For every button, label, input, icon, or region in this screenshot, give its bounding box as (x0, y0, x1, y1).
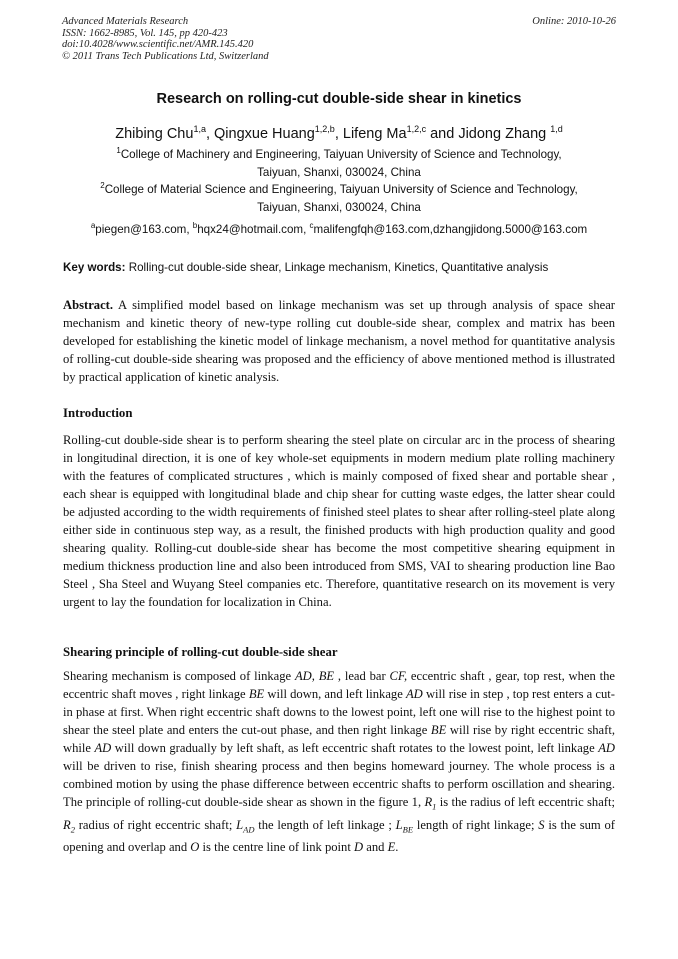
author-sep: and (426, 125, 459, 142)
shearing-text-segment: BE (402, 824, 414, 835)
shearing-text-segment: AD (598, 741, 615, 755)
shearing-text-segment: O (190, 840, 200, 855)
affiliation-line: Taiyuan, Shanxi, 030024, China (257, 200, 421, 214)
shearing-text-segment: eccentric shaft , gear, top rest, when the eccentric shaft moves , right linkage (63, 669, 615, 701)
paper-title: Research on rolling-cut double-side shear in kinetics (156, 91, 522, 107)
author-name: Zhibing Chu (115, 125, 194, 142)
shearing-text-segment: will down, and left linkage (264, 687, 406, 701)
shearing-text-segment: is the sum of opening and overlap and (63, 817, 615, 855)
author-sup: 1,d (550, 124, 563, 134)
author-name: Qingxue Huang (214, 125, 315, 142)
shearing-text-segment: L (236, 817, 244, 832)
abstract-label: Abstract. (63, 298, 114, 312)
journal-header (62, 16, 622, 62)
shearing-text-segment: R (424, 795, 433, 809)
keywords-label: Key words: (63, 261, 126, 274)
author-sep: , (334, 125, 343, 142)
author-name: Jidong Zhang (458, 125, 551, 142)
author-list (0, 124, 678, 142)
email: hqx24@hotmail.com, (197, 222, 310, 236)
abstract-text: A simplified model based on linkage mechanism was set up through analysis of space shear mechanism and kinetic theory of new-type rolling cut double-side shear, complex and matrix has been developed for establishing the kinetic model of linkage mechanism, a novel method for quantitative analysis of rolling-cut double-side shearing was proposed and the efficiency of above mentioned method is illustrated by practical application of kinetic analysis. (63, 298, 615, 384)
shearing-text-segment: is the radius of left eccentric shaft; (436, 795, 615, 809)
email-sup: c (309, 221, 314, 230)
doi: doi:10.4028/www.scientific.net/AMR.145.420 (62, 39, 254, 50)
shearing-text-segment: 1 (432, 801, 437, 812)
shearing-heading: Shearing principle of rolling-cut double-side shear (63, 645, 338, 659)
shearing-text-segment: Shearing mechanism is composed of linkage (63, 669, 295, 683)
shearing-text-segment: will rise by right eccentric shaft, while (63, 723, 615, 755)
email: malifengfqh@163.com,dzhangjidong.5000@163.com (313, 222, 588, 236)
shearing-text-segment: S (538, 817, 545, 832)
shearing-text-segment: radius of right eccentric shaft; (74, 817, 237, 832)
author-sup: 1,2,b (314, 124, 335, 134)
shearing-text-segment: AD (405, 687, 423, 701)
affiliation-line: College of Material Science and Engineering, Taiyuan University of Science and Technology, (104, 182, 578, 196)
copyright: © 2011 Trans Tech Publications Ltd, Switzerland (62, 50, 269, 62)
email-sup: a (90, 221, 96, 230)
shearing-text-segment: AD (94, 741, 112, 755)
shearing-text-segment: will be driven to rise, finish shearing process and then begins homeward journey. The whole process is a combined motion by using the phase difference between eccentric shafts to perform oscillation and shearing. The principle of rolling-cut double-side shear as shown in the figure 1, (63, 759, 615, 809)
email-sup: b (192, 221, 198, 230)
journal-name: Advanced Materials Research (62, 16, 189, 27)
shearing-text-segment: R (63, 817, 71, 832)
introduction-text: Rolling-cut double-side shear is to perform shearing the steel plate on circular arc in the process of shearing in longitudinal direction, it is one of key whole-set equipments in modern medium plate rolling machinery with the features of complicated structures , which is mainly composed of fixed shear and portable shear , each shear is equipped with longitudinal blade and chip shear for cutting waste edges, the latter shear could be adjusted according to the width requirements of finished steel plates to shear after rolling-steel plate along either side in continuous step way, as a result, the finished products with high production quality and good shearing quality. Rolling-cut double-side shear has become the most competitive shearing equipment in medium thickness production line and also been introduced from SMS, VAI to shearing production line Bao Steel , Sha Steel and Wuyang Steel companies etc. Therefore, quantitative research on its movement is very urgent to lay the foundation for localization in China. (63, 433, 615, 609)
shearing-text-segment: BE (430, 723, 447, 737)
shearing-text-segment: BE (248, 687, 265, 701)
shearing-text-segment: E (387, 840, 396, 855)
abstract (63, 296, 615, 386)
shearing-text-segment: , lead bar (334, 669, 390, 683)
shearing-text-segment: 2 (70, 824, 75, 835)
shearing-text-segment: CF, (389, 669, 408, 683)
shearing-text-segment: will down gradually by left shaft, as left eccentric shaft rotates to the lowest point, left linkage (111, 741, 599, 755)
affiliation-1 (0, 142, 678, 182)
affiliation-2 (0, 177, 678, 217)
email: piegen@163.com, (95, 222, 193, 236)
introduction-heading: Introduction (63, 406, 133, 420)
shearing-text (63, 667, 615, 856)
affiliation-line: Taiyuan, Shanxi, 030024, China (257, 165, 421, 179)
shearing-text-segment: D (354, 840, 364, 855)
keywords (63, 261, 623, 274)
affiliation-sup: 2 (100, 181, 105, 190)
shearing-text-segment: is the centre line of link point (199, 840, 354, 855)
issn: ISSN: 1662-8985, Vol. 145, pp 420-423 (62, 27, 228, 39)
shearing-text-segment: will rise in step , top rest enters a cut-in phase at first. When right eccentric shaft downs to the lowest point, left one will rise to the highest point to shear the steel plate and enters the cut-out phase, and then right linkage (63, 687, 615, 737)
keywords-text: Rolling-cut double-side shear, Linkage mechanism, Kinetics, Quantitative analysis (125, 261, 549, 274)
author-name: Lifeng Ma (342, 125, 407, 142)
shearing-text-segment: AD, BE (294, 669, 335, 683)
affiliation-sup: 1 (116, 146, 121, 155)
author-sep: , (205, 125, 215, 142)
author-sup: 1,a (193, 124, 206, 134)
shearing-text-segment: length of right linkage; (413, 817, 539, 832)
affiliation-line: College of Machinery and Engineering, Taiyuan University of Science and Technology, (120, 147, 562, 161)
email-list (0, 221, 678, 236)
shearing-text-segment: and (363, 840, 388, 855)
online-date: Online: 2010-10-26 (532, 16, 616, 27)
shearing-text-segment: the length of left linkage ; (254, 817, 396, 832)
shearing-text-segment: . (395, 840, 399, 855)
author-sup: 1,2,c (406, 124, 427, 134)
shearing-text-segment: AD (243, 824, 255, 835)
shearing-text-segment: L (395, 817, 403, 832)
